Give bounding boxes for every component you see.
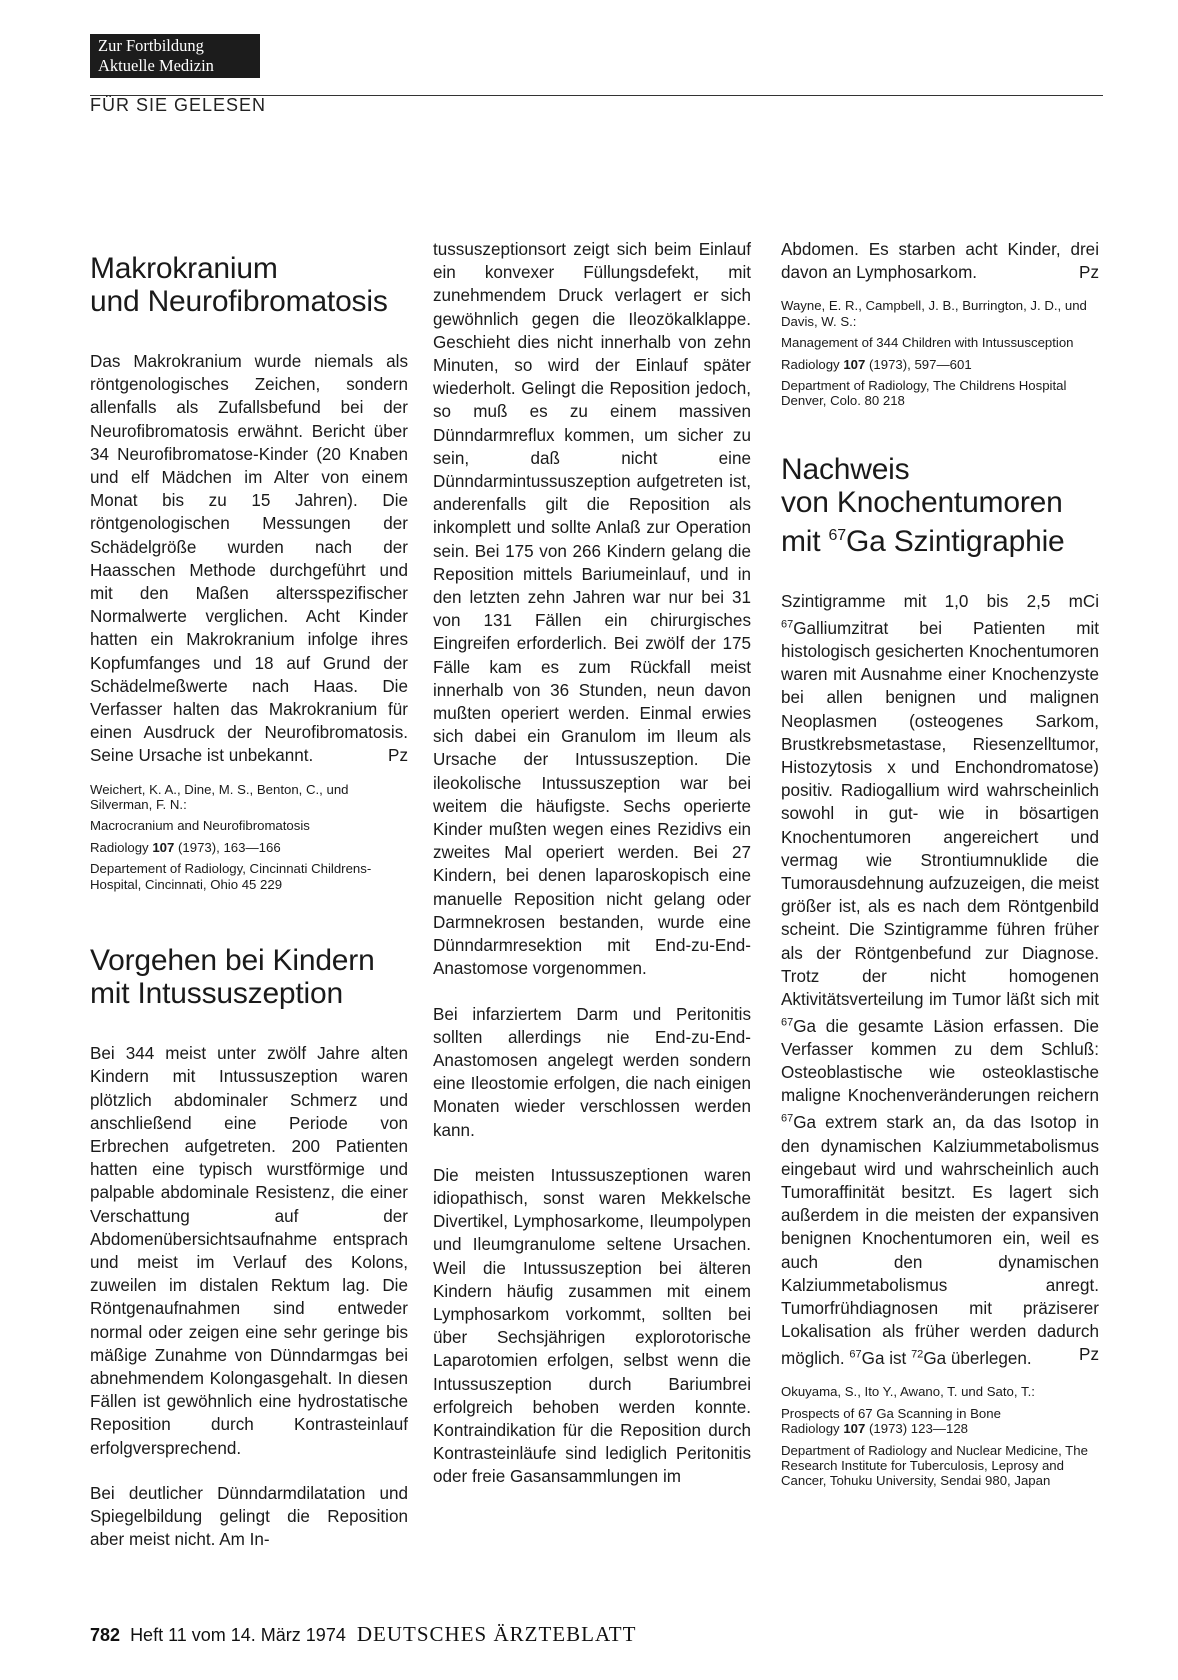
ref-title: Macrocranium and Neurofibromatosis — [90, 818, 310, 834]
journal-name: DEUTSCHES ÄRZTEBLATT — [356, 1622, 637, 1646]
ref-title: Prospects of 67 Ga Scanning in Bone — [781, 1405, 1001, 1421]
ref-citation: Radiology 107 (1973), 163—166 — [90, 839, 281, 855]
article1-signature: Pz — [388, 746, 408, 766]
ref-citation: Radiology 107 (1973), 597—601 — [781, 356, 972, 372]
article1-title-line2: und Neurofibromatosis — [90, 285, 388, 318]
ref-authors: Weichert, K. A., Dine, M. S., Benton, C., und Silverman, F. N.: — [90, 781, 349, 813]
ref-authors: Wayne, E. R., Campbell, J. B., Burrington, J. D., und Davis, W. S.: — [781, 298, 1087, 329]
article2-signature: Pz — [1079, 263, 1099, 283]
article3-title-line2: von Knochentumoren — [781, 485, 1063, 519]
column-3 — [781, 238, 1099, 1495]
page-footer — [90, 1622, 636, 1647]
column-2 — [433, 238, 751, 1489]
article3-reference — [781, 1384, 1099, 1488]
page-number: 782 — [90, 1625, 121, 1645]
article3-title-line3: mit $^{67}$Ga Szintigraphie — [781, 524, 1065, 558]
article3-body-text: Szintigramme mit 1,0 bis 2,5 mCi $^{67}$Galliumzitrat bei Patienten mit histologisch gesicherten Knochentumoren waren mit Ausnahme einer Knochenzyste bei allen benignen und malignen Neoplasmen (osteogenes Sarkom, Brustkrebsmetastase, Riesenzelltumor, Histozytosis x und Enchondromatose) positiv. Radiogallium wird wahrscheinlich sowohl in gut- wie in bösartigen Knochentumoren angereichert und vermag wie Strontiumnuklide die Tumorausdehnung aufzuzeigen, die meist größer ist, als es nach dem Röntgenbild scheint. Die Szintigramme führen früher als der Röntgenbefund zur Diagnose. Trotz der nicht homogenen Aktivitätsverteilung im Tumor läßt sich mit $^{67}$Ga die gesamte Läsion erfassen. Die Verfasser kommen zu dem Schluß: Osteoblastische wie osteoklastische maligne Knochenveränderungen reichern $^{67}$Ga extrem stark an, da das Isotop in den dynamischen Kalziummetabolismus eingebaut wird und wahrscheinlich auch Tumoraffinität besitzt. Es lagert sich außerdem in die meisten der expansiven benignen Knochentumoren ein, weil es auch den dynamischen Kalziummetabolismus anregt. Tumorfrühdiagnosen mit präziserer Lokalisation als früher werden dadurch möglich. $^{67}$Ga ist $^{72}$Ga überlegen. — [781, 591, 1099, 1369]
article2-title-line1: Vorgehen bei Kindern — [90, 944, 375, 978]
article3-signature: Pz — [1079, 1345, 1099, 1365]
rubric-line-1: Zur Fortbildung — [98, 36, 204, 55]
issue-info: Heft 11 vom 14. März 1974 — [130, 1625, 346, 1645]
article2-para1: Bei 344 meist unter zwölf Jahre alten Kindern mit Intussuszeption waren plötzlich abdominaler Schmerz und anschließend eine Periode von Erbrechen aufgetreten. 200 Patienten hatten eine typisch wurstförmige und palpable abdominale Resistenz, die einer Verschattung auf der Abdomenübersichtsaufnahme entsprach und meist im Verlauf des Kolons, zuweilen im distalen Rektum lag. Die Röntgenaufnahmen sind entweder normal oder zeigen eine sehr geringe bis mäßige Zunahme von Dünndarmgas bei abnehmendem Kolongasgehalt. In diesen Fällen ist gewöhnlich eine hydrostatische Reposition durch Kontrasteinlauf erfolgversprechend. — [90, 1044, 408, 1458]
article1-title-line1: Makrokranium — [90, 252, 278, 285]
section-title: FÜR SIE GELESEN — [90, 95, 267, 115]
article2-para4b: Abdomen. Es starben acht Kinder, drei davon an Lymphosarkom. Pz — [781, 238, 1099, 284]
article2-para3: Bei infarziertem Darm und Peritonitis sollten allerdings nie End-zu-End-Anastomosen angelegt werden sondern eine Ileostomie erfolgen, die nach einigen Monaten wieder verschlossen werden kann. — [433, 1004, 751, 1140]
article2-title — [90, 944, 408, 1010]
article2-para2b: tussuszeptionsort zeigt sich beim Einlauf ein konvexer Füllungsdefekt, mit zunehmendem Druck verlagert er sich gewöhnlich gegen die Ileozökalklappe. Geschieht dies nicht innerhalb von zehn Minuten, so wird der Einlauf später wiederholt. Gelingt die Reposition jedoch, so muß es zu einem massiven Dünndarmreflux kommen, um sicher zu sein, daß nicht eine Dünndarmintussuszeption aufgetreten ist, anderenfalls gilt die Reposition als inkomplett und sollte Anlaß zur Operation sein. Bei 175 von 266 Kindern gelang die Reposition mittels Bariumeinlauf, und in den letzten zehn Jahren war nur bei 31 von 131 Fällen ein chirurgisches Eingreifen erforderlich. Bei zwölf der 175 Fälle kam es zum Rückfall meist innerhalb von 36 Stunden, neun davon mußten operiert werden. Einmal erwies sich dabei ein Granulom im Ileum als Ursache der Intussuszeption. Die ileokolische Intussuszeption war bei weitem die häufigste. Sechs operierte Kinder mußten wegen eines Rezidivs ein zweites Mal operiert werden. Bei 27 Kindern, bei denen laparoskopisch eine manuelle Reposition nicht gelang oder Darmnekrosen bestanden, wurde eine Dünndarmresektion mit End-zu-End-Anastomose vorgenommen. — [433, 240, 751, 979]
ref-affiliation: Departement of Radiology, Cincinnati Childrens-Hospital, Cincinnati, Ohio 45 229 — [90, 861, 372, 892]
article1-title — [90, 252, 408, 318]
ref-citation: Radiology 107 (1973) 123—128 — [781, 1421, 968, 1437]
isotope-superscript: 67 — [849, 1348, 862, 1361]
rubric-line-2: Aktuelle Medizin — [98, 56, 214, 75]
ref-title: Management of 344 Children with Intussusception — [781, 335, 1074, 351]
ref-authors: Okuyama, S., Ito Y., Awano, T. und Sato, T.: — [781, 1384, 1035, 1400]
rubric-label — [90, 34, 260, 78]
article3-title — [781, 453, 1099, 558]
isotope-superscript: 72 — [911, 1348, 924, 1361]
ref-affiliation: Department of Radiology and Nuclear Medicine, The Research Institute for Tuberculosis, Leprosy and Cancer, Tohuku University, Sendai 980, Japan — [781, 1442, 1088, 1489]
column-1 — [90, 252, 408, 1551]
article1-reference — [90, 782, 408, 892]
article3-title-line1: Nachweis — [781, 452, 910, 486]
article2-para4a: Die meisten Intussuszeptionen waren idiopathisch, sonst waren Mekkelsche Divertikel, Lymphosarkome, Ileumpolypen und Ileumgranulome seltene Ursachen. Weil die Intussuszeption bei älteren Kindern häufig zusammen mit einem Lymphosarkom vorkommt, sollten bei über Sechsjährigen explorotorische Laparotomien erfolgen, selbst wenn die Intussuszeption durch Bariumbrei erfolgreich behoben werden konnte. Kontraindikation für die Reposition durch Kontrasteinläufe sind lediglich Peritonitis oder freie Gasansammlungen im — [433, 1165, 751, 1487]
isotope-superscript: 67 — [781, 1016, 794, 1029]
article1-body: Das Makrokranium wurde niemals als röntgenologisches Zeichen, sondern allenfalls als Zufallsbefund bei der Neurofibromatosis erwähnt. Bericht über 34 Neurofibromatose-Kinder (20 Knaben und elf Mädchen im Alter von einem Monat bis zu 15 Jahren). Die röntgenologischen Messungen der Schädelgröße wurden nach der Haasschen Methode durchgeführt und mit den Maßen altersspezifischer Normalwerte verglichen. Acht Kinder hatten ein Makrokranium infolge ihres Kopfumfanges und 18 auf Grund der Schädelmeßwerte nach Haas. Die Verfasser halten das Makrokranium für einen Ausdruck der Neurofibromatosis. Seine Ursache ist unbekannt. Pz — [90, 350, 408, 768]
article2-reference — [781, 298, 1099, 408]
ref-affiliation: Department of Radiology, The Childrens Hospital Denver, Colo. 80 218 — [781, 378, 1067, 409]
article2-title-line2: mit Intussuszeption — [90, 977, 343, 1011]
isotope-superscript: 67 — [781, 1112, 794, 1125]
isotope-superscript: 67 — [781, 618, 794, 631]
article3-body — [781, 590, 1099, 1370]
article2-para2a: Bei deutlicher Dünndarmdilatation und Spiegelbildung gelingt die Reposition aber meist nicht. Am In- — [90, 1483, 408, 1550]
